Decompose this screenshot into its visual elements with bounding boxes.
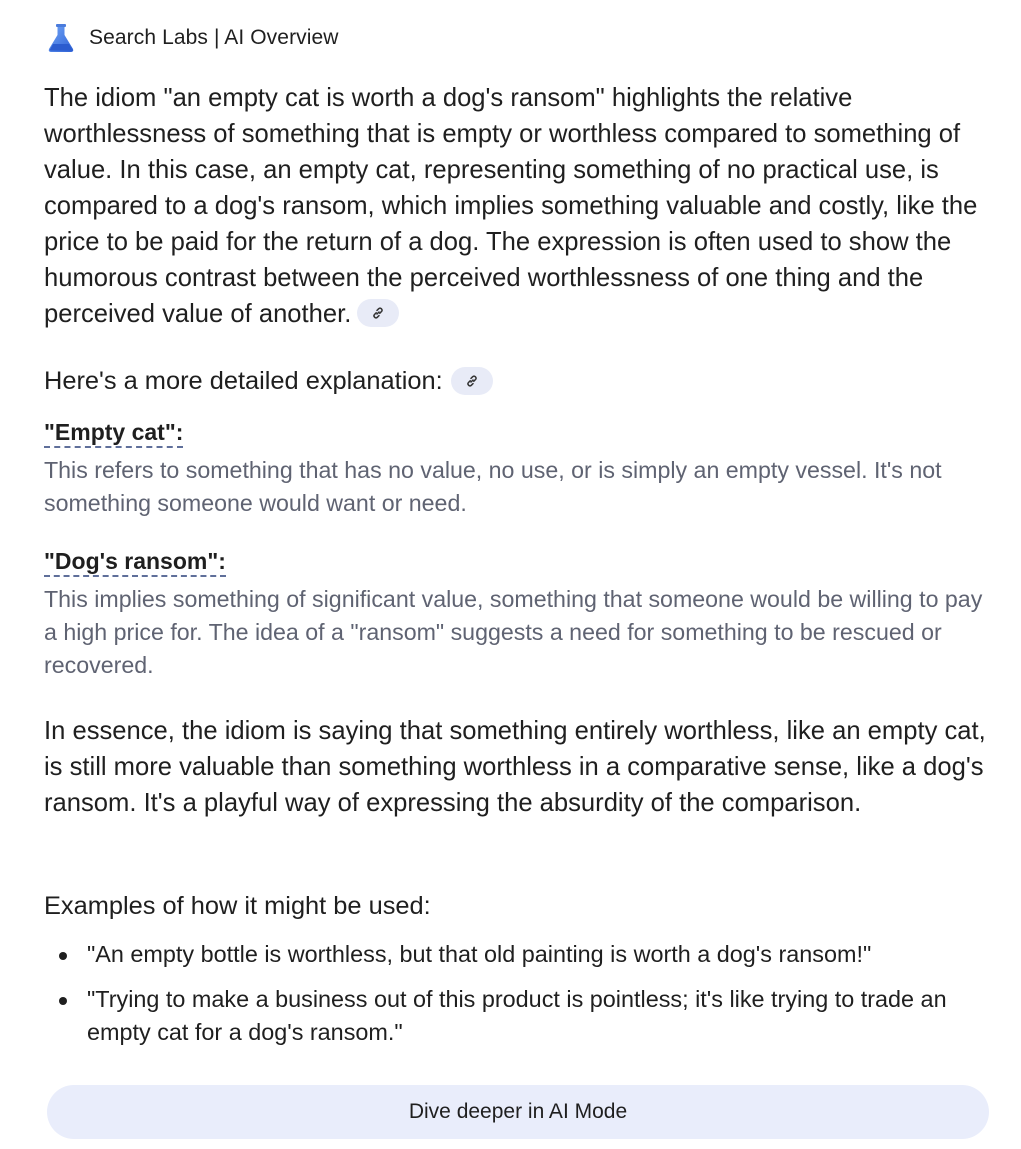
dive-deeper-button[interactable]: Dive deeper in AI Mode — [47, 1085, 989, 1139]
header-title: Search Labs | AI Overview — [89, 26, 339, 49]
term-empty-cat[interactable] — [44, 417, 183, 447]
list-item: "Trying to make a business out of this product is pointless; it's like trying to trade an empty cat for a dog's ransom." — [44, 983, 984, 1049]
source-link-chip[interactable] — [357, 299, 399, 327]
link-icon — [371, 306, 385, 320]
term-dogs-ransom[interactable] — [44, 546, 226, 576]
term-label[interactable]: "Dog's ransom": — [44, 548, 226, 577]
flask-icon — [46, 23, 76, 53]
detail-heading — [44, 363, 493, 399]
term-description: This refers to something that has no value, no use, or is simply an empty vessel. It's not something someone would want or need. — [44, 457, 942, 516]
link-icon — [465, 374, 479, 388]
detail-heading-text: Here's a more detailed explanation: — [44, 367, 443, 395]
list-item: "An empty bottle is worthless, but that old painting is worth a dog's ransom!" — [44, 938, 984, 971]
examples-heading: Examples of how it might be used: — [44, 892, 431, 920]
detail-link-chip[interactable] — [451, 367, 493, 395]
term-description: This implies something of significant value, something that someone would be willing to pay a high price for. The idea of a "ransom" suggests a need for something to be rescued or recovered. — [44, 586, 983, 678]
intro-text: The idiom "an empty cat is worth a dog's ransom" highlights the relative worthlessness of something that is empty or worthless compared to something of value. In this case, an empty cat, representing something of no practical use, is compared to a dog's ransom, which implies something valuable and costly, like the price to be paid for the return of a dog. The expression is often used to show the humorous contrast between the perceived worthlessness of one thing and the perceived value of another. — [44, 84, 978, 328]
intro-paragraph — [44, 80, 994, 332]
examples-list — [44, 938, 984, 1061]
ai-overview-header — [46, 22, 339, 54]
essence-paragraph: In essence, the idiom is saying that something entirely worthless, like an empty cat, is still more valuable than something worthless in a comparative sense, like a dog's ransom. It's a playful way of expressing the absurdity of the comparison. — [44, 717, 986, 817]
term-label[interactable]: "Empty cat": — [44, 419, 183, 448]
